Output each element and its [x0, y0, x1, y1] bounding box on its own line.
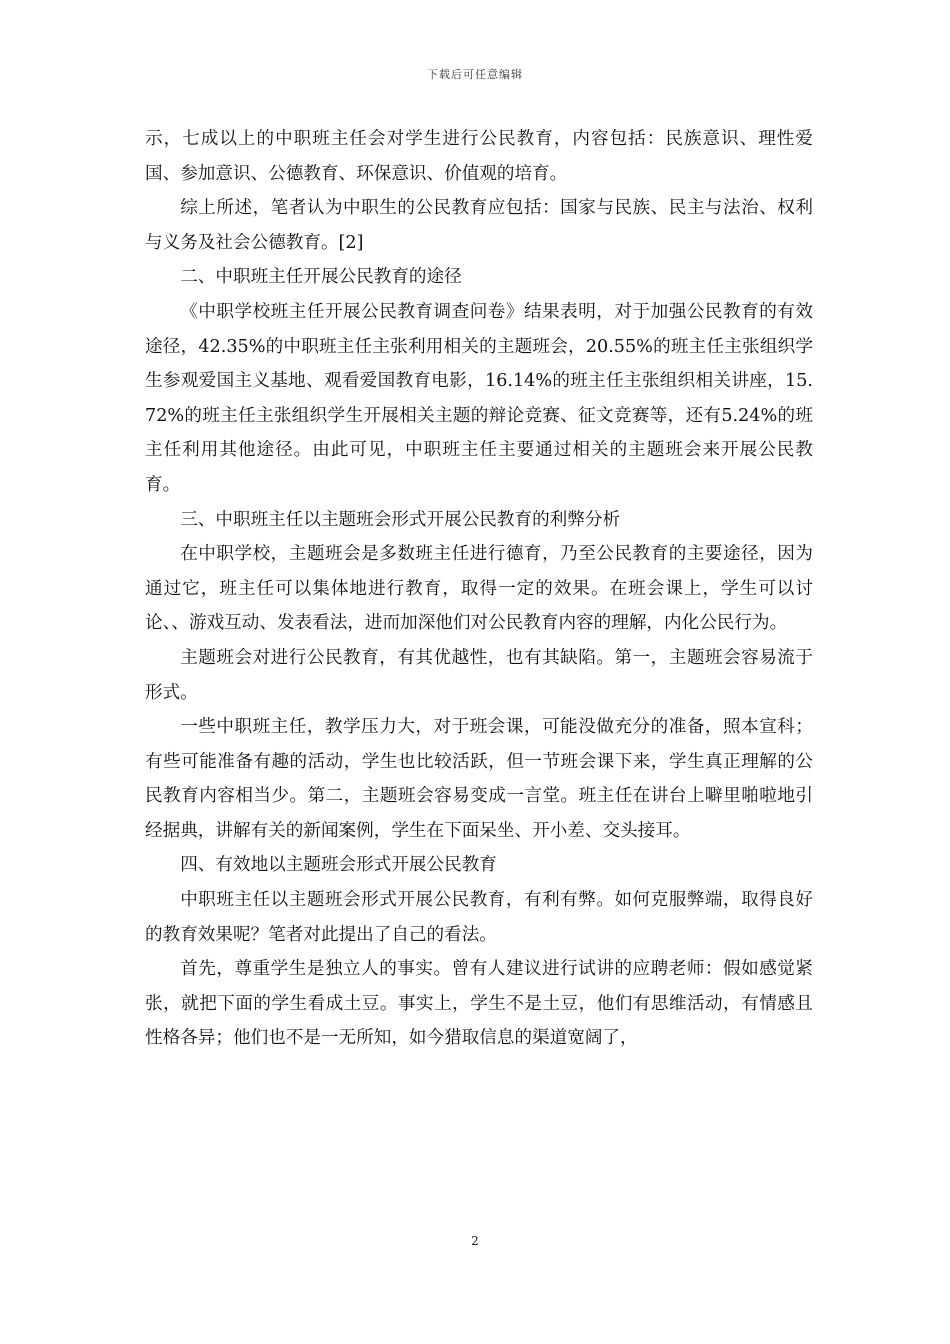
continuation-paragraph: 示，七成以上的中职班主任会对学生进行公民教育，内容包括：民族意识、理性爱国、参加意识、公德教育、环保意识、价值观的培育。: [145, 129, 813, 184]
paragraph: 首先，尊重学生是独立人的事实。曾有人建议进行试讲的应聘老师：假如感觉紧张，就把下面的学生看成土豆。事实上，学生不是土豆，他们有思维活动，有情感且性格各异；他们也不是一无所知，如今猎取信息的渠道宽阔了，: [145, 959, 813, 1049]
paragraph: 中职班主任以主题班会形式开展公民教育，有利有弊。如何克服弊端，取得良好的教育效果呢？笔者对此提出了自己的看法。: [145, 890, 813, 945]
page-number: 2: [471, 1234, 479, 1248]
paragraph: 主题班会对进行公民教育，有其优越性，也有其缺陷。第一，主题班会容易流于形式。: [145, 647, 813, 703]
paragraph: 一些中职班主任，教学压力大，对于班会课，可能没做充分的准备，照本宣科；有些可能准备有趣的活动，学生也比较活跃，但一节班会课下来，学生真正理解的公民教育内容相当少。第二，主题班会容易变成一言堂。班主任在讲台上噼里啪啦地引经据典，讲解有关的新闻案例，学生在下面呆坐、开小差、交头接耳。: [145, 717, 813, 841]
section-heading: 二、中职班主任开展公民教育的途径: [180, 267, 462, 288]
page-header: 下载后可任意编辑: [427, 68, 523, 81]
section-heading: 三、中职班主任以主题班会形式开展公民教育的利弊分析: [180, 509, 621, 530]
paragraph: 综上所述，笔者认为中职生的公民教育应包括：国家与民族、民主与法治、权利与义务及社会公德教育。[2]: [145, 198, 813, 253]
document-body: [145, 122, 813, 1056]
section-heading: 四、有效地以主题班会形式开展公民教育: [180, 855, 497, 876]
paragraph: 在中职学校，主题班会是多数班主任进行德育，乃至公民教育的主要途径，因为通过它，班主任可以集体地进行教育，取得一定的效果。在班会课上，学生可以讨论、、游戏互动、发表看法，进而加深他们对公民教育内容的理解，内化公民行为。: [145, 544, 813, 634]
paragraph: 《中职学校班主任开展公民教育调查问卷》结果表明，对于加强公民教育的有效途径，42.35%的中职班主任主张利用相关的主题班会，20.55%的班主任主张组织学生参观爱国主义基地、观看爱国教育电影，16.14%的班主任主张组织相关讲座，15.72%的班主任主张组织学生开展相关主题的辩论竞赛、征文竞赛等，还有5.24%的班主任利用其他途径。由此可见，中职班主任主要通过相关的主题班会来开展公民教育。: [145, 301, 813, 495]
